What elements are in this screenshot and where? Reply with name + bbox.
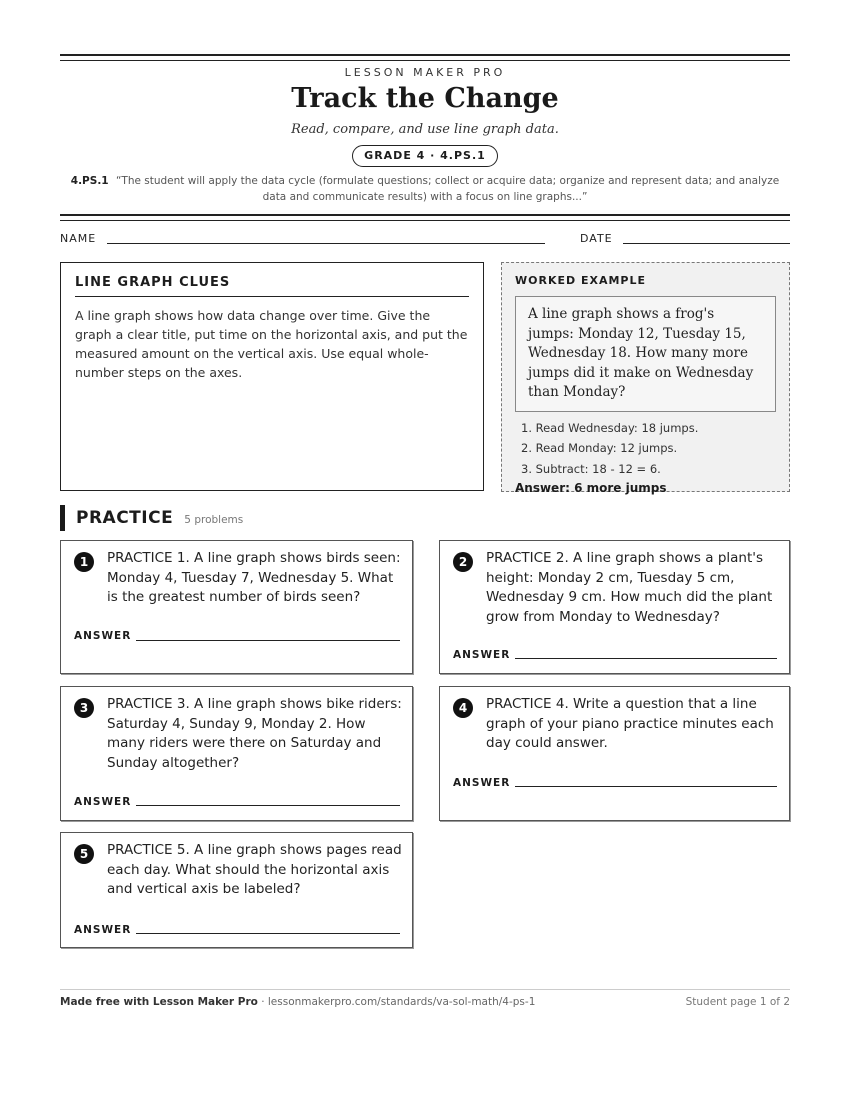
brand-name: LESSON MAKER PRO <box>344 66 506 79</box>
practice-card-2 <box>439 540 790 674</box>
answer-field[interactable] <box>136 640 400 641</box>
practice-card-1 <box>60 540 413 674</box>
problem-text: PRACTICE 5. A line graph shows pages read each day. What should the horizontal axis and vertical axis be labeled? <box>107 842 402 897</box>
problem-text: PRACTICE 1. A line graph shows birds seen: Monday 4, Tuesday 7, Wednesday 5. What is the greatest number of birds seen? <box>107 550 401 605</box>
worked-step: 2. Read Monday: 12 jumps. <box>521 441 678 455</box>
date-field[interactable] <box>623 243 790 244</box>
clues-title: LINE GRAPH CLUES <box>75 275 469 297</box>
problem-text: PRACTICE 4. Write a question that a line graph of your piano practice minutes each day could answer. <box>486 696 774 751</box>
standard-statement <box>60 173 790 205</box>
grade-badge: GRADE 4 · 4.PS.1 <box>352 145 498 167</box>
practice-card-3 <box>60 686 413 821</box>
page-title: Track the Change <box>291 83 559 114</box>
answer-label: ANSWER <box>74 924 132 936</box>
problem-number-badge: 3 <box>74 698 94 718</box>
standard-text: “The student will apply the data cycle (formulate questions; collect or acquire data; organize and represent data; and analyze data and communicate results) with a focus on line graphs...” <box>115 175 780 203</box>
practice-count: 5 problems <box>184 514 244 526</box>
worked-example-title: WORKED EXAMPLE <box>515 274 646 287</box>
worked-example-answer: Answer: 6 more jumps <box>515 481 667 495</box>
footer-url[interactable]: · lessonmakerpro.com/standards/va-sol-math/4-ps-1 <box>257 996 536 1008</box>
worked-example-steps <box>515 418 776 480</box>
problem-text: PRACTICE 3. A line graph shows bike riders: Saturday 4, Sunday 9, Monday 2. How many riders were there on Saturday and Sunday altogether? <box>107 696 402 771</box>
problem-number-badge: 5 <box>74 844 94 864</box>
answer-label: ANSWER <box>453 777 511 789</box>
footer-credit <box>60 996 535 1008</box>
practice-card-4 <box>439 686 790 821</box>
footer-made-with: Made free with Lesson Maker Pro <box>60 996 258 1008</box>
answer-field[interactable] <box>515 786 777 787</box>
header-bottom-rule <box>60 214 790 221</box>
name-label: NAME <box>60 232 97 245</box>
answer-field[interactable] <box>515 658 777 659</box>
answer-label: ANSWER <box>453 649 511 661</box>
practice-title: PRACTICE <box>76 508 174 528</box>
page-subtitle: Read, compare, and use line graph data. <box>291 122 559 137</box>
practice-card-5 <box>60 832 413 948</box>
worked-example-box <box>501 262 790 495</box>
date-label: DATE <box>580 232 613 245</box>
problem-number-badge: 1 <box>74 552 94 572</box>
answer-field[interactable] <box>136 933 400 934</box>
answer-label: ANSWER <box>74 796 132 808</box>
answer-field[interactable] <box>136 805 400 806</box>
practice-heading <box>60 505 243 531</box>
problem-number-badge: 4 <box>453 698 473 718</box>
problem-text: PRACTICE 2. A line graph shows a plant's height: Monday 2 cm, Tuesday 5 cm, Wednesday 9 cm. How much did the plant grow from Monday to Wednesday? <box>486 550 773 625</box>
answer-label: ANSWER <box>74 630 132 642</box>
worked-step: 3. Subtract: 18 - 12 = 6. <box>521 461 661 476</box>
name-field[interactable] <box>107 243 545 244</box>
worksheet-page <box>60 0 790 1100</box>
line-graph-clues-box <box>60 262 484 491</box>
worked-step: 1. Read Wednesday: 18 jumps. <box>521 420 699 435</box>
header-top-rule <box>60 54 790 61</box>
footer-page-label: Student page 1 of 2 <box>685 996 790 1008</box>
clues-text: A line graph shows how data change over time. Give the graph a clear title, put time on the horizontal axis, and put the measured amount on the vertical axis. Use equal whole-number steps on the axes. <box>75 308 468 380</box>
footer-rule <box>60 989 790 990</box>
problem-number-badge: 2 <box>453 552 473 572</box>
standard-code: 4.PS.1 <box>70 175 109 187</box>
worked-example-question: A line graph shows a frog's jumps: Monday 12, Tuesday 15, Wednesday 18. How many more jumps did it make on Wednesday than Monday? <box>515 296 776 412</box>
